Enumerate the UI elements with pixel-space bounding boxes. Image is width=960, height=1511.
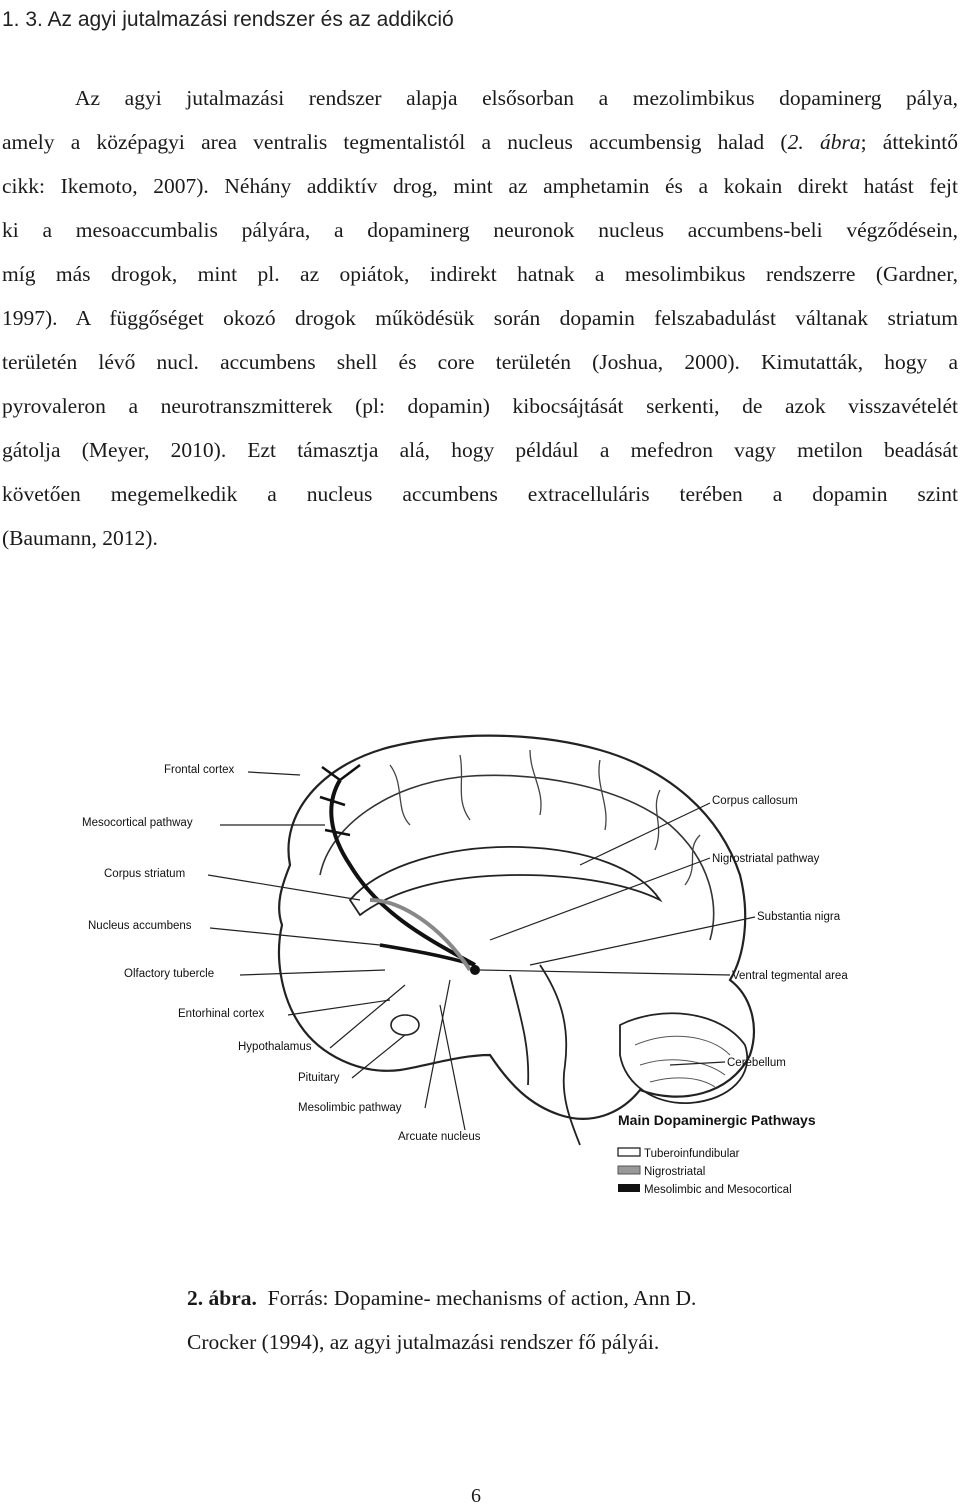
label-frontal-cortex: Frontal cortex bbox=[164, 764, 235, 776]
paragraph-line: 1997). A függőséget okozó drogok működésük során dopamin felszabadulást váltanak striatum bbox=[2, 306, 958, 330]
leader-lines bbox=[208, 772, 755, 1130]
label-olfactory-tubercle: Olfactory tubercle bbox=[124, 968, 215, 980]
paragraph-line: Az agyi jutalmazási rendszer alapja elsősorban a mezolimbikus dopaminerg pálya, bbox=[75, 86, 958, 110]
section-heading: 1. 3. Az agyi jutalmazási rendszer és az addikció bbox=[2, 8, 454, 31]
label-mesolimbic-pathway: Mesolimbic pathway bbox=[298, 1102, 402, 1114]
paragraph-line: követően megemelkedik a nucleus accumbens extracelluláris terében a dopamin szint bbox=[2, 482, 958, 506]
label-hypothalamus: Hypothalamus bbox=[238, 1041, 312, 1053]
caption-label: 2. ábra. bbox=[187, 1286, 257, 1310]
body-paragraph bbox=[2, 120, 958, 560]
label-cerebellum: Cerebellum bbox=[727, 1057, 786, 1069]
brain-diagram-figure bbox=[60, 725, 860, 1205]
legend-item-nigrostriatal: Nigrostriatal bbox=[644, 1166, 706, 1178]
label-mesocortical-pathway: Mesocortical pathway bbox=[82, 817, 193, 829]
label-corpus-callosum: Corpus callosum bbox=[712, 795, 798, 807]
paragraph-line: cikk: Ikemoto, 2007). Néhány addiktív drog, mint az amphetamin és a kokain direkt hatást fejt bbox=[2, 174, 958, 198]
brain-outline bbox=[279, 736, 754, 1119]
label-nigrostriatal-pathway: Nigrostriatal pathway bbox=[712, 853, 820, 865]
label-arcuate-nucleus: Arcuate nucleus bbox=[398, 1131, 481, 1143]
caption-line-1: 2. ábra. Forrás: Dopamine- mechanisms of action, Ann D. bbox=[187, 1286, 697, 1310]
paragraph-line: (Baumann, 2012). bbox=[2, 526, 158, 550]
label-substantia-nigra: Substantia nigra bbox=[757, 911, 841, 923]
mesocortical-pathway-line bbox=[331, 780, 475, 965]
vta-dot bbox=[470, 965, 480, 975]
page-number: 6 bbox=[471, 1485, 481, 1507]
legend-swatch-tuberoinfundibular bbox=[618, 1148, 640, 1156]
legend-item-tuberoinfundibular: Tuberoinfundibular bbox=[644, 1148, 740, 1160]
brain-diagram bbox=[60, 725, 860, 1205]
figure-caption bbox=[187, 1276, 696, 1364]
legend-item-mesolimbic: Mesolimbic and Mesocortical bbox=[644, 1184, 792, 1196]
label-nucleus-accumbens: Nucleus accumbens bbox=[88, 920, 192, 932]
label-corpus-striatum: Corpus striatum bbox=[104, 868, 186, 880]
paragraph-line: gátolja (Meyer, 2010). Ezt támasztja alá, hogy például a mefedron vagy metilon beadását bbox=[2, 438, 958, 462]
label-ventral-tegmental-area: Ventral tegmental area bbox=[732, 970, 848, 982]
legend-swatch-mesolimbic bbox=[618, 1184, 640, 1192]
pituitary-shape bbox=[391, 1015, 419, 1035]
paragraph-line: pyrovaleron a neurotranszmitterek (pl: dopamin) kibocsájtását serkenti, de azok visszavételét bbox=[2, 394, 958, 418]
paragraph-line: amely a középagyi area ventralis tegmentalistól a nucleus accumbensig halad (2. ábra; áttekintő bbox=[2, 130, 958, 154]
figure-reference: 2. ábra bbox=[787, 130, 861, 154]
brainstem-shape bbox=[510, 965, 580, 1145]
paragraph-line: területén lévő nucl. accumbens shell és core területén (Joshua, 2000). Kimutatták, hogy a bbox=[2, 350, 958, 374]
paragraph-line: ki a mesoaccumbalis pályára, a dopaminerg neuronok nucleus accumbens-beli végződésein, bbox=[2, 218, 958, 242]
caption-line-2: Crocker (1994), az agyi jutalmazási rendszer fő pályái. bbox=[187, 1330, 660, 1354]
paragraph-first-line bbox=[75, 76, 958, 120]
paragraph-line: míg más drogok, mint pl. az opiátok, indirekt hatnak a mesolimbikus rendszerre (Gardner, bbox=[2, 262, 958, 286]
label-pituitary: Pituitary bbox=[298, 1072, 340, 1084]
legend-title: Main Dopaminergic Pathways bbox=[618, 1112, 816, 1128]
label-entorhinal-cortex: Entorhinal cortex bbox=[178, 1008, 265, 1020]
legend-swatch-nigrostriatal bbox=[618, 1166, 640, 1174]
